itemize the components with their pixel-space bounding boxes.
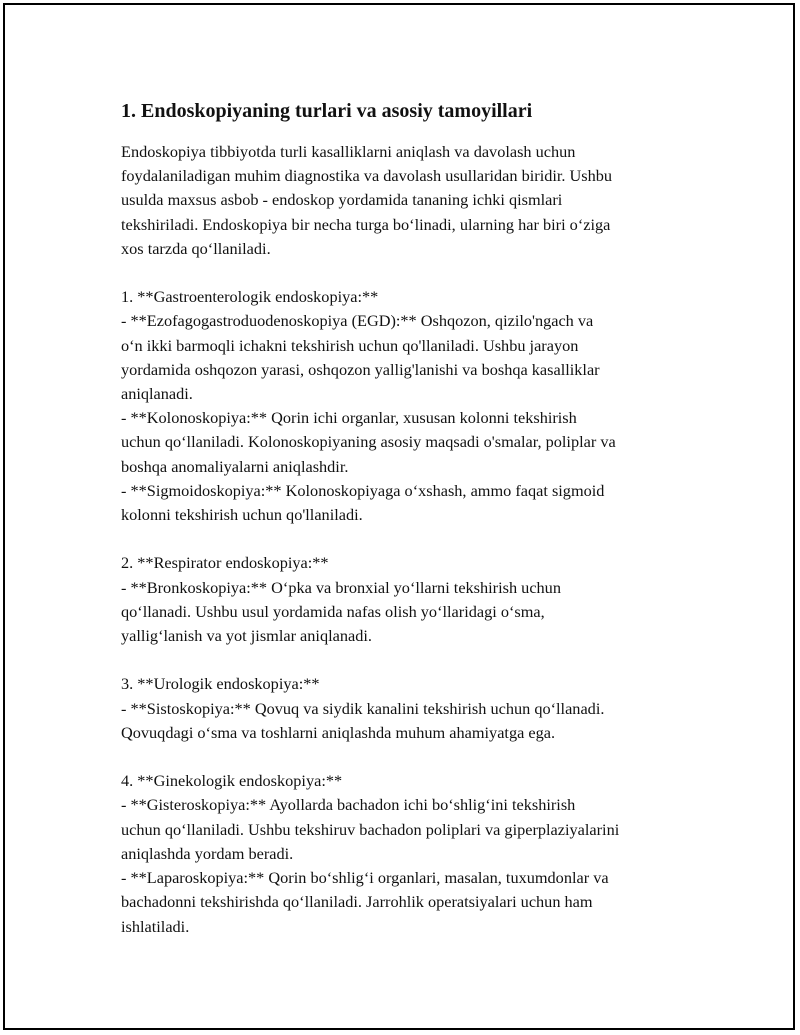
page-frame [3,3,795,1030]
document-content [121,97,701,939]
document-body: Endoskopiya tibbiyotda turli kasalliklarni aniqlash va davolash uchun foydalaniladigan muhim diagnostika va davolash usullaridan biridir. Ushbu usulda maxsus asbob - endoskop yordamida tananing ichki qismlari tekshiriladi. Endoskopiya bir necha turga bo‘linadi, ularning har biri o‘ziga xos tarzda qo‘llaniladi. 1. **Gastroenterologik endoskopiya:** - **Ezofagogastroduodenoskopiya (EGD):** Oshqozon, qizilo'ngach va o‘n ikki barmoqli ichakni tekshirish uchun qo'llaniladi. Ushbu jarayon yordamida oshqozon yarasi, oshqozon yallig'lanishi va boshqa kasalliklar aniqlanadi. - **Kolonoskopiya:** Qorin ichi organlar, xususan kolonni tekshirish uchun qo‘llaniladi. Kolonoskopiyaning asosiy maqsadi o'smalar, poliplar va boshqa anomaliyalarni aniqlashdir. - **Sigmoidoskopiya:** Kolonoskopiyaga o‘xshash, ammo faqat sigmoid kolonni tekshirish uchun qo'llaniladi. 2. **Respirator endoskopiya:** - **Bronkoskopiya:** O‘pka va bronxial yo‘llarni tekshirish uchun qo‘llanadi. Ushbu usul yordamida nafas olish yo‘llaridagi o‘sma, yallig‘lanish va yot jismlar aniqlanadi. 3. **Urologik endoskopiya:** - **Sistoskopiya:** Qovuq va siydik kanalini tekshirish uchun qo‘llanadi. Qovuqdagi o‘sma va toshlarni aniqlashda muhum ahamiyatga ega. 4. **Ginekologik endoskopiya:** - **Gisteroskopiya:** Ayollarda bachadon ichi bo‘shlig‘ini tekshirish uchun qo‘llaniladi. Ushbu tekshiruv bachadon poliplari va giperplaziyalarini aniqlashda yordam beradi. - **Laparoskopiya:** Qorin bo‘shlig‘i organlari, masalan, tuxumdonlar va bachadonni tekshirishda qo‘llaniladi. Jarrohlik operatsiyalari uchun ham ishlatiladi. [121,142,620,936]
document-title: 1. Endoskopiyaning turlari va asosiy tamoyillari [121,100,533,122]
